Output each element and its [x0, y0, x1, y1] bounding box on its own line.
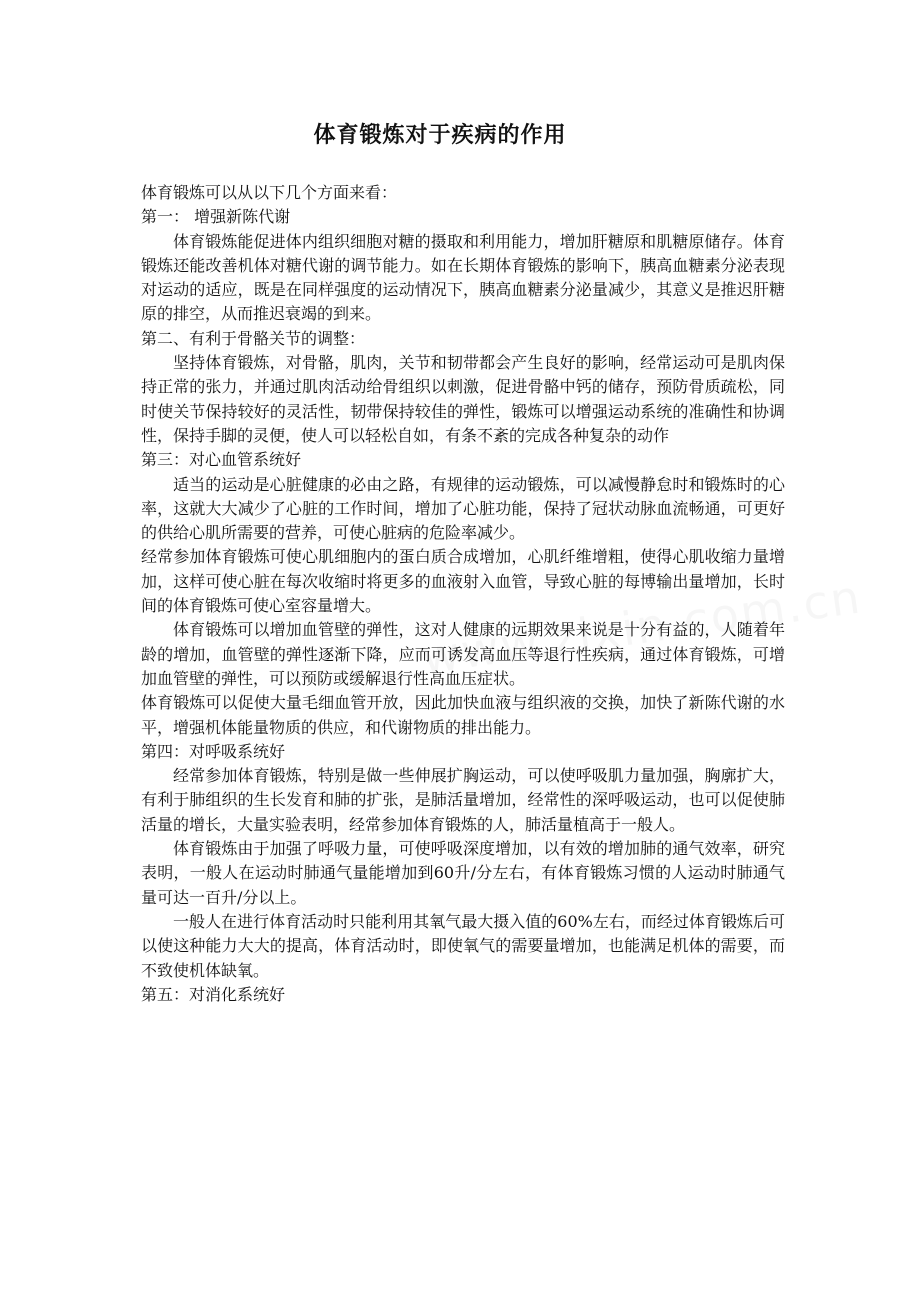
section-heading-3: 第三：对心血管系统好 [141, 450, 302, 470]
section-heading-2: 第二、有利于骨骼关节的调整： [141, 328, 366, 348]
document-body [141, 181, 785, 1007]
section-2-paragraph: 坚持体育锻炼，对骨骼，肌肉，关节和韧带都会产生良好的影响，经常运动可是肌肉保持正常的张力，并通过肌肉活动给骨组织以刺激，促进骨骼中钙的储存，预防骨质疏松，同时使关节保持较好的灵活性，韧带保持较佳的弹性，锻炼可以增强运动系统的准确性和协调性，保持手脚的灵便，使人可以轻松自如，有条不紊的完成各种复杂的动作 [141, 353, 785, 445]
section-1-paragraph: 体育锻炼能促进体内组织细胞对糖的摄取和利用能力，增加肝糖原和肌糖原储存。体育锻炼还能改善机体对糖代谢的调节能力。如在长期体育锻炼的影响下，胰高血糖素分泌表现对运动的适应，既是在同样强度的运动情况下，胰高血糖素分泌量减少，其意义是推迟肝糖原的排空，从而推迟衰竭的到来。 [141, 231, 785, 324]
section-3-paragraph-4: 体育锻炼可以促使大量毛细血管开放，因此加快血液与组织液的交换，加快了新陈代谢的水平，增强机体能量物质的供应，和代谢物质的排出能力。 [141, 693, 785, 737]
section-4-paragraph-2: 体育锻炼由于加强了呼吸力量，可使呼吸深度增加，以有效的增加肺的通气效率，研究表明，一般人在运动时肺通气量能增加到60升/分左右，有体育锻炼习惯的人运动时肺通气量可达一百升/分以上。 [141, 839, 785, 907]
section-4-paragraph-3: 一般人在进行体育活动时只能利用其氧气最大摄入值的60%左右，而经过体育锻炼后可以使这种能力大大的提高，体育活动时，即使氧气的需要量增加，也能满足机体的需要，而不致使机体缺氧。 [141, 911, 785, 980]
section-4-paragraph-1: 经常参加体育锻炼，特别是做一些伸展扩胸运动，可以使呼吸肌力量加强，胸廓扩大，有利于肺组织的生长发育和肺的扩张，是肺活量增加，经常性的深呼吸运动，也可以促使肺活量的增长，大量实验表明，经常参加体育锻炼的人，肺活量植高于一般人。 [141, 766, 785, 834]
section-3-paragraph-1: 适当的运动是心脏健康的必由之路，有规律的运动锻炼，可以减慢静怠时和锻炼时的心率，这就大大减少了心脏的工作时间，增加了心脏功能，保持了冠状动脉血流畅通，可更好的供给心肌所需要的营养，可使心脏病的危险率减少。 [141, 474, 785, 543]
section-3-paragraph-2: 经常参加体育锻炼可使心肌细胞内的蛋白质合成增加，心肌纤维增粗，使得心肌收缩力量增加，这样可使心脏在每次收缩时将更多的血液射入血管，导致心脏的每博输出量增加，长时间的体育锻炼可使心室容量增大。 [141, 547, 785, 616]
section-3-paragraph-3: 体育锻炼可以增加血管壁的弹性，这对人健康的远期效果来说是十分有益的，人随着年龄的增加，血管壁的弹性逐渐下降，应而可诱发高血压等退行性疾病，通过体育锻炼，可增加血管壁的弹性，可以预防或缓解退行性高血压症状。 [141, 620, 785, 688]
section-heading-5: 第五：对消化系统好 [141, 984, 286, 1004]
section-heading-4: 第四：对呼吸系统好 [141, 741, 286, 761]
document-title: 体育锻炼对于疾病的作用 [313, 123, 567, 148]
intro-line: 体育锻炼可以从以下几个方面来看： [141, 183, 398, 202]
section-heading-1: 第一： 增强新陈代谢 [141, 207, 291, 227]
